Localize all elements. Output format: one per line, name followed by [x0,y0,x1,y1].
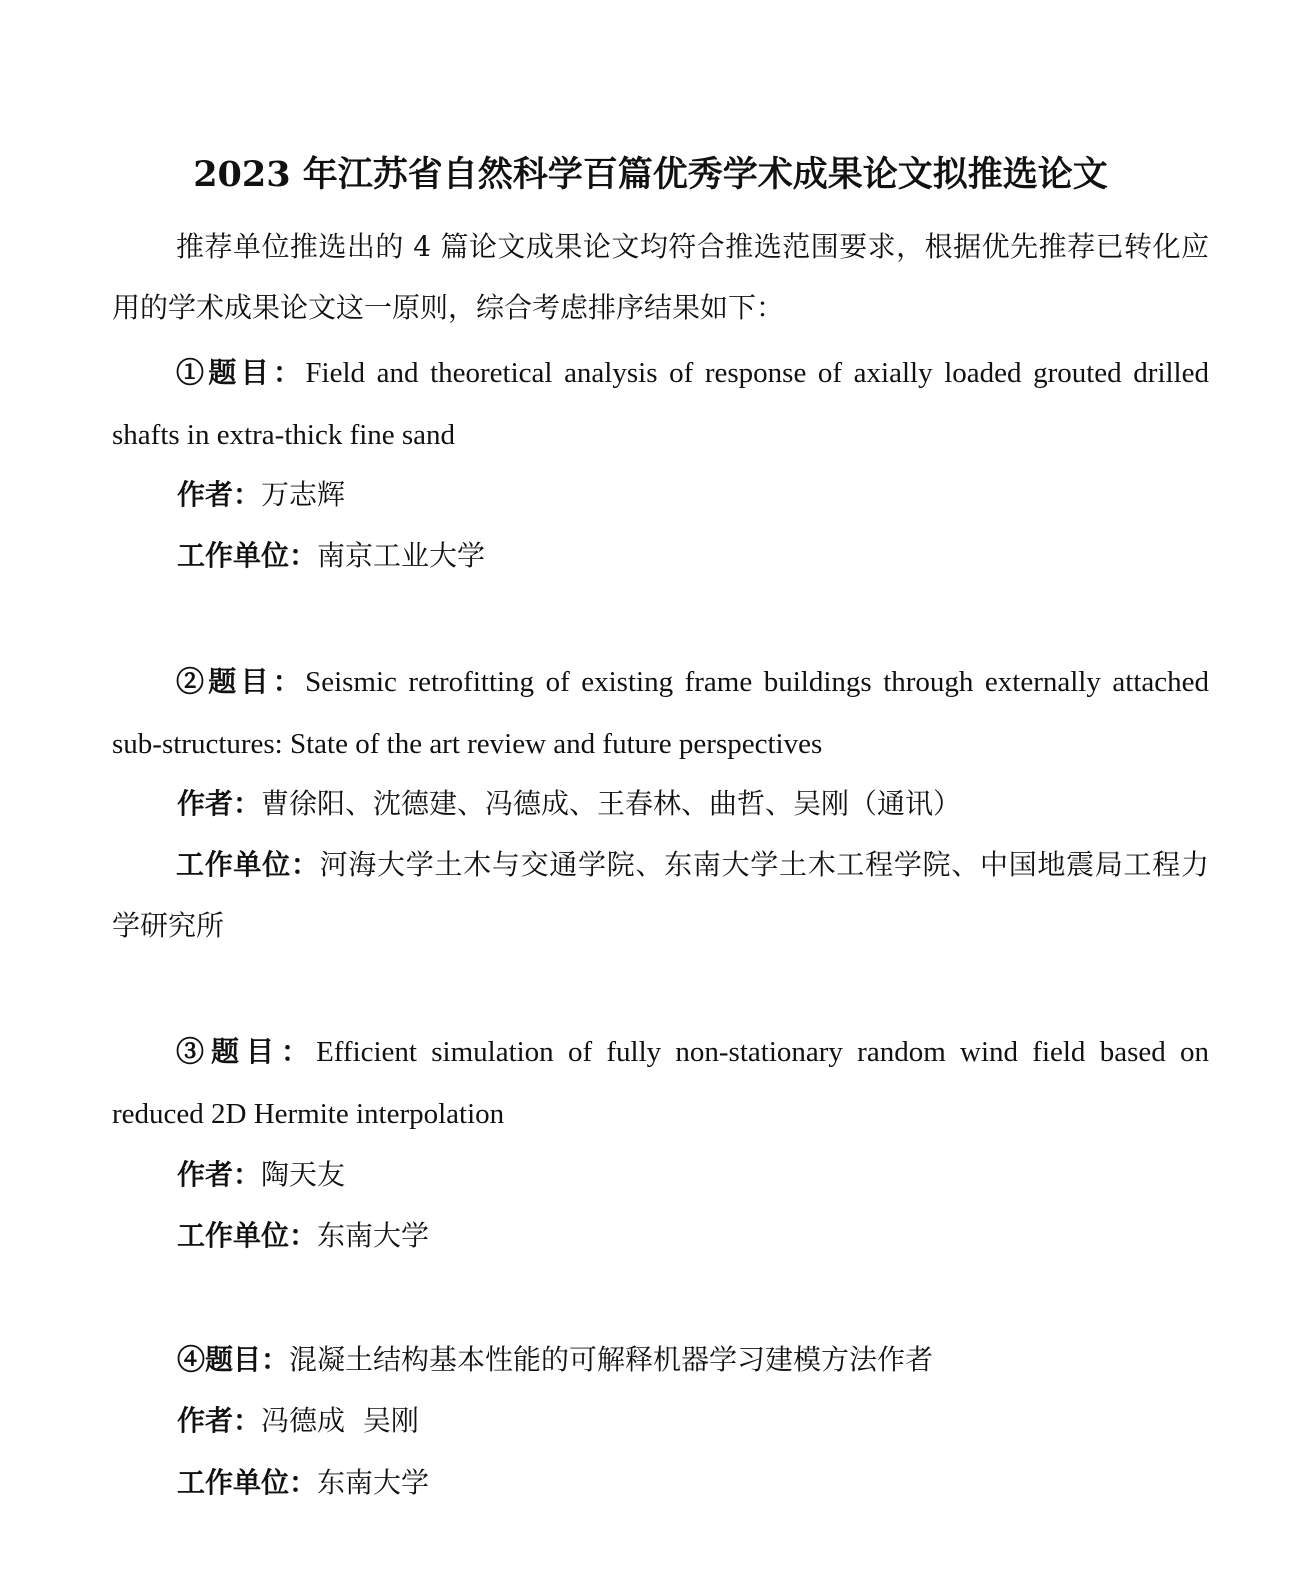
paper-3-authors [177,1144,1207,1205]
paper-2-unit-label: 工作单位： [176,848,320,881]
paper-4-unit [177,1452,1207,1513]
paper-1-author-names: 万志辉 [261,478,346,511]
paper-1-unit-name: 南京工业大学 [317,539,486,572]
paper-1-author-label: 作者： [177,478,262,511]
paper-2-title [112,651,1209,775]
paper-3-unit-name: 东南大学 [317,1219,430,1252]
intro-paragraph: 推荐单位推选出的 4 篇论文成果论文均符合推选范围要求，根据优先推荐已转化应用的学术成果论文这一原则，综合考虑排序结果如下： [112,230,1209,324]
paper-4-author-names: 冯德成 吴刚 [261,1404,419,1437]
document-title: 2023 年江苏省自然科学百篇优秀学术成果论文拟推选论文 [193,154,1108,195]
paper-2-author-label: 作者： [177,787,262,820]
paper-2-title-text: Seismic retrofitting of existing frame buildings through externally attached sub-structures: State of the art review and future perspectives [112,666,1209,760]
paper-2-authors [177,773,1207,834]
paper-1-title-label: ①题目： [176,356,306,389]
paper-4-title [177,1329,1207,1390]
paper-3-title-text: Efficient simulation of fully non-stationary random wind field based on reduced 2D Hermite interpolation [112,1036,1209,1130]
paper-2-author-names: 曹徐阳、沈德建、冯德成、王春林、曲哲、吴刚（通讯） [261,787,962,820]
paper-3-unit-label: 工作单位： [177,1219,318,1252]
paper-2-title-label: ②题目： [176,665,306,698]
paper-1-unit-label: 工作单位： [177,539,318,572]
paper-1-authors [177,464,1207,525]
paper-2-unit-name: 河海大学土木与交通学院、东南大学土木工程学院、中国地震局工程力学研究所 [112,848,1209,942]
paper-4-unit-label: 工作单位： [177,1466,318,1499]
paper-3-unit [177,1205,1207,1266]
paper-3-title-label: ③题目： [176,1035,317,1068]
paper-4-author-label: 作者： [177,1404,262,1437]
paper-4-title-label: ④题目： [177,1343,290,1376]
paper-1-unit [177,525,1207,586]
paper-1-title-text: Field and theoretical analysis of response of axially loaded grouted drilled shafts in extra-thick fine sand [112,357,1209,451]
paper-4-title-text: 混凝土结构基本性能的可解释机器学习建模方法作者 [289,1343,934,1376]
paper-3-author-label: 作者： [177,1158,262,1191]
paper-1-title [112,342,1209,466]
paper-2-unit [112,834,1209,956]
paper-4-unit-name: 东南大学 [317,1466,430,1499]
paper-3-title [112,1021,1209,1145]
paper-3-author-names: 陶天友 [261,1158,346,1191]
paper-4-authors [177,1390,1207,1451]
